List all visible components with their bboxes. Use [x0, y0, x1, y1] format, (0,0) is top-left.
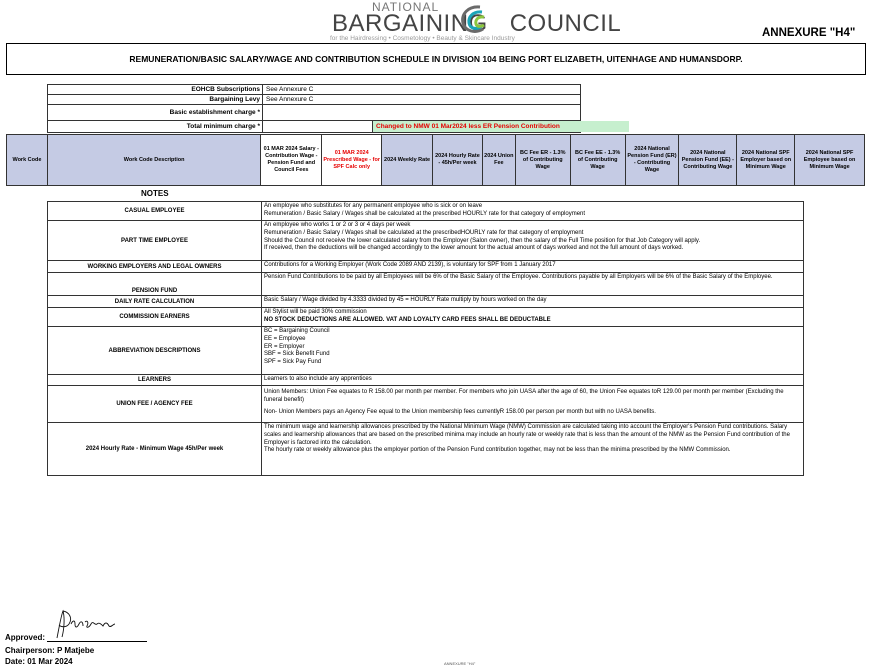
note-row-daily-rate: [48, 296, 803, 308]
col-bc-fee-ee: BC Fee EE - 1.3% of Contributing Wage: [571, 135, 626, 185]
info-value: See Annexure C: [266, 96, 314, 103]
info-value: [264, 121, 266, 132]
note-label: COMMISSION EARNERS: [48, 308, 262, 326]
info-label: Bargaining Levy: [48, 95, 263, 104]
schedule-header-row: [6, 134, 865, 186]
note-label: PART TIME EMPLOYEE: [48, 221, 262, 260]
col-hourly-rate: 2024 Hourly Rate - 45h/Per week: [433, 135, 483, 185]
document-title: REMUNERATION/BASIC SALARY/WAGE AND CONTRIBUTION SCHEDULE IN DIVISION 104 BEING PORT ELIZABETH, UITENHAGE AND HUMANSDORP.: [6, 43, 866, 75]
logo-line-bargaining-council: BARGAINING COUNCIL: [332, 10, 622, 37]
info-label: Basic establishment charge *: [48, 105, 263, 120]
note-text: Contributions for a Working Employer (Work Code 2089 AND 2139), is voluntary for SPF from 1 January 2017: [264, 262, 556, 268]
approved-label: Approved:: [5, 633, 45, 642]
col-prescribed-wage-spf: 01 MAR 2024 Prescribed Wage - for SPF Calc only: [322, 135, 382, 185]
notes-heading: NOTES: [141, 189, 169, 198]
signature-image: [49, 608, 123, 642]
info-value: [264, 105, 266, 120]
info-row-basic-establishment: [47, 104, 581, 121]
info-label: Total minimum charge *: [48, 121, 263, 132]
note-label: LEARNERS: [48, 375, 262, 385]
col-pension-fund-er: 2024 National Pension Fund (ER) - Contributing Wage: [626, 135, 680, 185]
col-bc-fee-er: BC Fee ER - 1.3% of Contributing Wage: [516, 135, 571, 185]
info-value: See Annexure C: [266, 86, 314, 93]
col-pension-fund-ee: 2024 National Pension Fund (EE) - Contributing Wage: [679, 135, 737, 185]
note-label: UNION FEE / AGENCY FEE: [48, 386, 262, 422]
col-salary-contribution-wage: 01 MAR 2024 Salary - Contribution Wage - Pension Fund and Council Fees: [261, 135, 322, 185]
notes-table: [47, 201, 804, 476]
col-union-fee: 2024 Union Fee: [483, 135, 516, 185]
note-text: An employee who substitutes for any permanent employee who is sick or on leave Remuneration / Basic Salary / Wages shall be calculated at the prescribed HOURLY rate for that category of employment: [264, 203, 586, 217]
note-row-casual-employee: [48, 202, 803, 221]
logo-tagline: for the Hairdressing • Cosmetology • Beauty & Skincare Industry: [330, 35, 515, 42]
note-row-part-time-employee: [48, 221, 803, 261]
note-text: Learners to also include any apprentices: [264, 376, 372, 382]
note-row-abbreviations: [48, 327, 803, 375]
note-text: Basic Salary / Wage divided by 4.3333 divided by 45 = HOURLY Rate multiply by hours worked on the day: [264, 297, 547, 303]
col-spf-employee: 2024 National SPF Employee based on Minimum Wage: [803, 149, 856, 170]
chairperson-label: Chairperson: P Matjebe: [5, 646, 95, 655]
note-row-working-employers: [48, 261, 803, 273]
col-weekly-rate: 2024 Weekly Rate: [382, 135, 433, 185]
info-label: EOHCB Subscriptions: [48, 85, 263, 94]
annexure-label: ANNEXURE "H4": [762, 27, 856, 39]
col-spf-employer: 2024 National SPF Employer based on Minimum Wage: [737, 135, 795, 185]
info-row-total-minimum: [47, 120, 581, 133]
signature-line: [47, 641, 147, 642]
note-text: All Stylist will be paid 30% commission NO STOCK DEDUCTIONS ARE ALLOWED. VAT AND LOYALTY CARD FEES SHALL BE DEDUCTABLE: [264, 309, 551, 323]
note-label: 2024 Hourly Rate - Minimum Wage 45h/Per week: [48, 423, 262, 475]
page-mark: ANNEXURE "H4": [444, 661, 476, 666]
note-text: The minimum wage and learnership allowances prescribed by the National Minimum Wage (NMW) Commission are calculated taking into account the Employer's Pension Fund contributions. Salary scales and learnership allowances that are based on the prescribed minima may include an hourly rate or weekly rate that is less than the amount of the NMW as the Pension Fund contribution of the Employer is factored into the calculation. The hourly rate or weekly allowance plus the employer portion of the Pension Fund contribution together, may not be less than the minima prescribed by the NMW Commission.: [264, 424, 790, 454]
date-label: Date: 01 Mar 2024: [5, 657, 73, 666]
note-text: An employee who works 1 or 2 or 3 or 4 days per week Remuneration / Basic Salary / Wages shall be calculated at the prescribedHOURLY rate for that category of employment Should the Council not receive the lower calculated salary from the Employer (Salon owner), then the salary of the Full Time position for that Job Category will apply. If received, then the deductions will be changed accordingly to the lower amount for the actual amount of days worked and not the full amount of days worked.: [264, 222, 701, 252]
note-label: PENSION FUND: [48, 273, 262, 295]
council-logo: [300, 0, 622, 44]
note-text: Pension Fund Contributions to be paid by all Employees will be 6% of the Basic Salary of the Employee. Contributions payable by all Employers will be 6% of the Basic Salary of the Employee.: [264, 274, 773, 280]
col-work-code-description: Work Code Description: [48, 135, 261, 185]
note-row-union-fee: [48, 386, 803, 423]
note-label: CASUAL EMPLOYEE: [48, 202, 262, 220]
note-text: BC = Bargaining Council EE = Employee ER = Employer SBF = Sick Benefit Fund SPF = Sick Pay Fund: [264, 328, 330, 366]
col-work-code: Work Code: [7, 135, 48, 185]
note-row-commission-earners: [48, 308, 803, 327]
nmw-change-note: Changed to NMW 01 Mar2024 less ER Pension Contribution: [372, 121, 629, 132]
note-row-hourly-rate-min-wage: [48, 423, 803, 475]
note-label: DAILY RATE CALCULATION: [48, 296, 262, 307]
note-label: WORKING EMPLOYERS AND LEGAL OWNERS: [48, 261, 262, 272]
note-row-learners: [48, 375, 803, 386]
note-label: ABBREVIATION DESCRIPTIONS: [48, 327, 262, 374]
note-text: Union Members: Union Fee equates to R 158.00 per month per member. For members who join UASA after the age of 60, the Union Fee equates toR 129.00 per month per member (Excluding the funeral benefit) Non- Union Members pays an Agency Fee equal to the Union membership fees currentlyR 158.00 per person per month but with no UASA benefits.: [264, 389, 784, 415]
note-row-pension-fund: [48, 273, 803, 296]
logo-line-national: NATIONAL: [372, 0, 440, 14]
swirl-icon: [458, 4, 488, 36]
